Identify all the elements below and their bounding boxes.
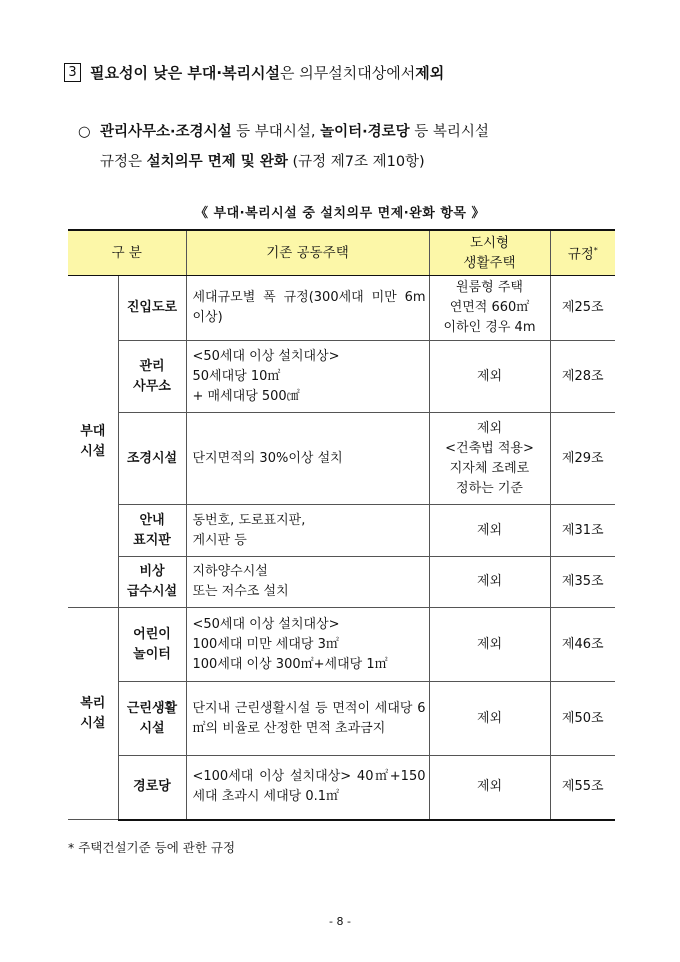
table-row [68, 557, 615, 608]
bullet-text-b: 등 복리시설 [409, 124, 489, 140]
table-row [68, 413, 615, 505]
category-ancillary: 부대 시설 [68, 276, 118, 608]
item-cell: 관리 사무소 [118, 341, 186, 413]
footnote: * 주택건설기준 등에 관한 규정 [68, 840, 236, 855]
existing-cell: 단지내 근린생활시설 등 면적이 세대당 6㎡의 비율로 산정한 면적 초과금지 [186, 682, 429, 756]
exemption-table [68, 229, 615, 821]
regulation-cell: 제50조 [550, 682, 615, 756]
header-regulation-label: 규정 [567, 246, 594, 263]
existing-cell: <50세대 이상 설치대상> 100세대 미만 세대당 3㎡ 100세대 이상 300㎡+세대당 1㎡ [186, 608, 429, 682]
header-urban-housing: 도시형 생활주택 [429, 230, 550, 276]
urban-cell: 원룸형 주택 연면적 660㎡ 이하인 경우 4m [429, 276, 550, 341]
urban-cell: 제외 [429, 557, 550, 608]
bullet-text-a: 등 부대시설, [231, 124, 321, 140]
item-cell: 근린생활 시설 [118, 682, 186, 756]
existing-cell: 단지면적의 30%이상 설치 [186, 413, 429, 505]
existing-cell: <50세대 이상 설치대상> 50세대당 10㎡ + 매세대당 500㎠ [186, 341, 429, 413]
bullet-line2-text-a: 규정은 [100, 154, 147, 170]
page-number: - 8 - [329, 915, 351, 928]
bullet-bold-facilities-a: 관리사무소·조경시설 [100, 124, 232, 140]
existing-cell: 세대규모별 폭 규정(300세대 미만 6m 이상) [186, 276, 429, 341]
bullet-circle-icon: ○ [78, 124, 91, 140]
regulation-cell: 제25조 [550, 276, 615, 341]
urban-cell: 제외 [429, 608, 550, 682]
table-caption: 《 부대·복리시설 중 설치의무 면제·완화 항목 》 [194, 206, 486, 221]
item-cell: 안내 표지판 [118, 505, 186, 557]
table-row [68, 756, 615, 820]
table-row [68, 276, 615, 341]
table-row [68, 341, 615, 413]
regulation-cell: 제35조 [550, 557, 615, 608]
bullet-paragraph [78, 117, 489, 177]
heading-bold-end: 제외 [415, 64, 445, 82]
item-cell: 진입도로 [118, 276, 186, 341]
item-cell: 경로당 [118, 756, 186, 820]
item-cell: 조경시설 [118, 413, 186, 505]
heading-bold-subject: 필요성이 낮은 부대·복리시설 [90, 64, 281, 82]
section-number-box: 3 [64, 63, 81, 82]
heading-middle-text: 은 의무설치대상에서 [280, 64, 416, 82]
regulation-cell: 제46조 [550, 608, 615, 682]
urban-cell: 제외 <건축법 적용> 지자체 조례로 정하는 기준 [429, 413, 550, 505]
category-welfare: 복리 시설 [68, 608, 118, 820]
regulation-cell: 제29조 [550, 413, 615, 505]
section-heading [64, 62, 444, 83]
existing-cell: 지하양수시설 또는 저수조 설치 [186, 557, 429, 608]
regulation-cell: 제31조 [550, 505, 615, 557]
header-division: 구 분 [68, 230, 186, 276]
header-regulation-mark: * [593, 246, 598, 256]
existing-cell: <100세대 이상 설치대상> 40㎡+150세대 초과시 세대당 0.1㎡ [186, 756, 429, 820]
table-header-row [68, 230, 615, 276]
bullet-bold-facilities-b: 놀이터·경로당 [320, 124, 410, 140]
regulation-cell: 제28조 [550, 341, 615, 413]
header-regulation [550, 230, 615, 276]
item-cell: 비상 급수시설 [118, 557, 186, 608]
urban-cell: 제외 [429, 505, 550, 557]
urban-cell: 제외 [429, 682, 550, 756]
urban-cell: 제외 [429, 341, 550, 413]
existing-cell: 동번호, 도로표지판, 게시판 등 [186, 505, 429, 557]
table-row [68, 505, 615, 557]
bullet-line2-bold: 설치의무 면제 및 완화 [146, 154, 288, 170]
header-existing-housing: 기존 공동주택 [186, 230, 429, 276]
item-cell: 어린이 놀이터 [118, 608, 186, 682]
bullet-line2-text-b: (규정 제7조 제10항) [287, 154, 425, 170]
table-row [68, 682, 615, 756]
urban-cell: 제외 [429, 756, 550, 820]
regulation-cell: 제55조 [550, 756, 615, 820]
table-row [68, 608, 615, 682]
